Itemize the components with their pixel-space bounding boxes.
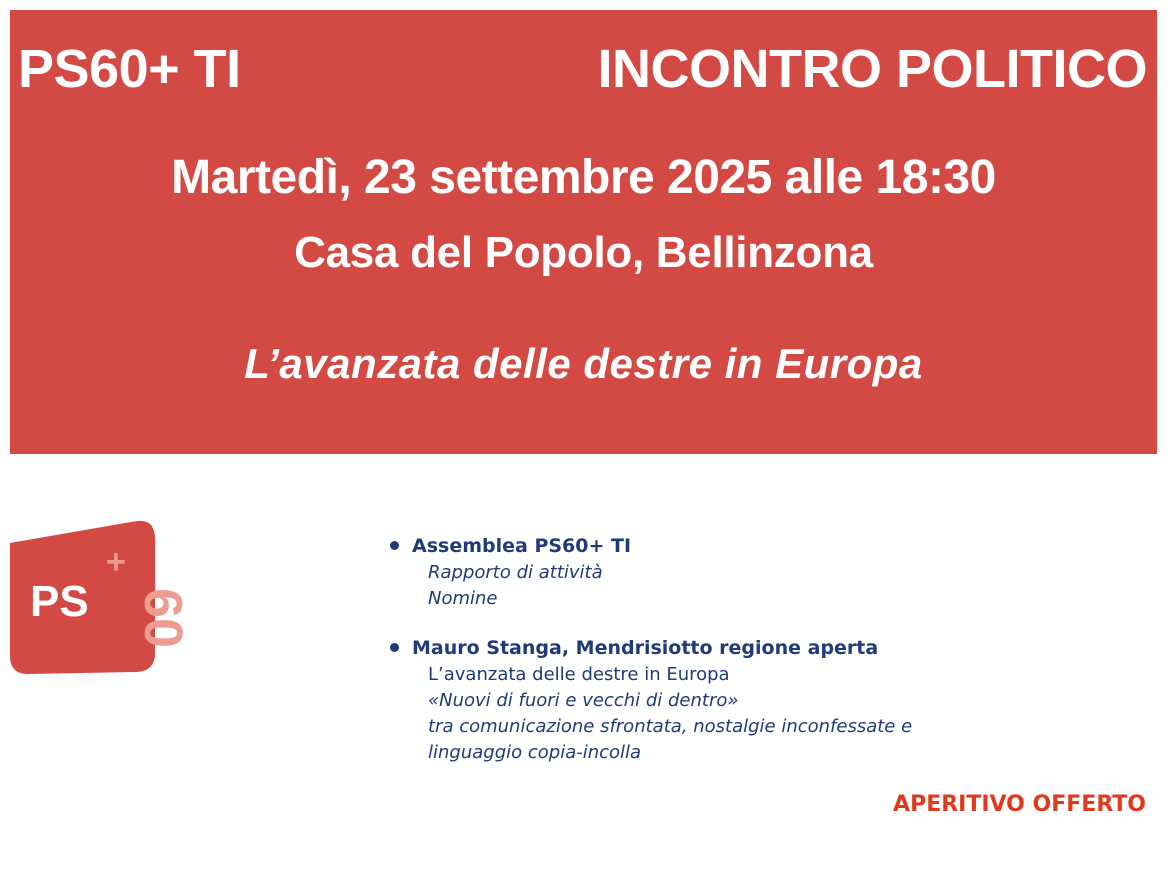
agenda-item-line: linguaggio copia-incolla — [428, 742, 642, 763]
aperitivo-note: APERITIVO OFFERTO — [893, 792, 1146, 817]
bullet-icon — [390, 541, 399, 550]
agenda-item — [390, 634, 912, 766]
bullet-icon — [390, 643, 399, 652]
agenda-item-title: Assemblea PS60+ TI — [412, 535, 632, 557]
agenda-item-title: Mauro Stanga, Mendrisiotto regione aperta — [412, 637, 879, 659]
event-type: INCONTRO POLITICO — [597, 39, 1147, 99]
header-banner — [10, 10, 1157, 454]
event-topic: L’avanzata delle destre in Europa — [244, 340, 923, 387]
agenda-item-line: Rapporto di attività — [428, 562, 603, 583]
agenda-item-line: Nomine — [428, 588, 498, 609]
agenda-item-line: L’avanzata delle destre in Europa — [428, 664, 730, 685]
event-datetime: Martedì, 23 settembre 2025 alle 18:30 — [171, 151, 996, 204]
agenda — [390, 532, 912, 766]
logo-60-text: 60 — [133, 588, 193, 649]
agenda-item — [390, 532, 912, 612]
agenda-item-line: «Nuovi di fuori e vecchi di dentro» — [428, 690, 739, 711]
agenda-item-line: tra comunicazione sfrontata, nostalgie inconfessate e — [428, 716, 913, 737]
event-location: Casa del Popolo, Bellinzona — [294, 228, 873, 277]
logo-plus-text: + — [106, 543, 126, 581]
organization-name: PS60+ TI — [18, 39, 241, 99]
logo-ps-text: PS — [30, 577, 89, 626]
ps60-logo — [10, 521, 193, 674]
